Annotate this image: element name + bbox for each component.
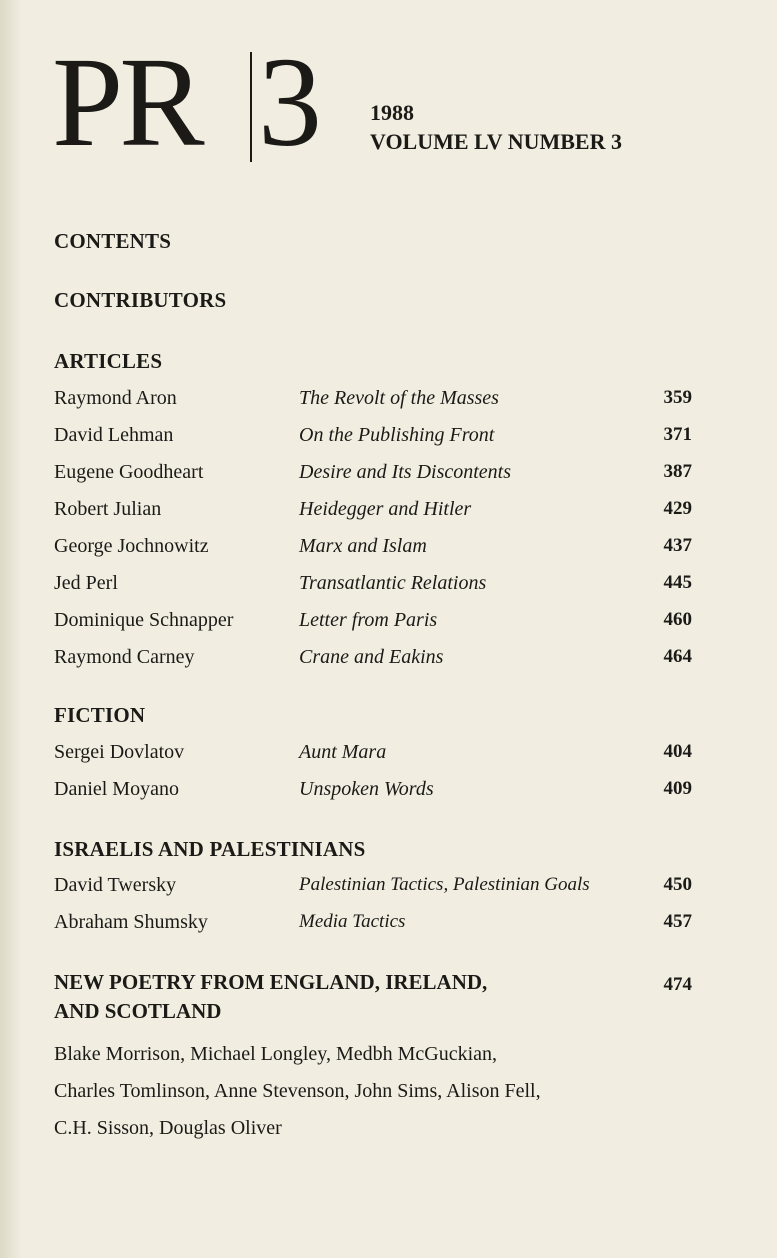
entry-author: Abraham Shumsky (54, 911, 208, 933)
poetry-heading-line: NEW POETRY FROM ENGLAND, IRELAND, (54, 970, 488, 994)
entry-title: Media Tactics (299, 911, 406, 932)
issue-info (370, 98, 622, 156)
list-item (54, 424, 692, 454)
contributors-heading: CONTRIBUTORS (54, 288, 227, 312)
page-binding-shadow (0, 0, 22, 1258)
entry-author: Daniel Moyano (54, 778, 179, 800)
entry-page: 460 (663, 609, 692, 630)
list-item (54, 535, 692, 565)
entry-page: 445 (663, 572, 692, 593)
list-item (54, 778, 692, 808)
fiction-heading: FICTION (54, 703, 146, 727)
entry-page: 437 (663, 535, 692, 556)
entry-title: Crane and Eakins (299, 646, 444, 668)
entry-page: 457 (663, 911, 692, 932)
contents-heading: CONTENTS (54, 229, 172, 253)
entry-page: 450 (663, 874, 692, 895)
entry-page: 387 (663, 461, 692, 482)
entry-author: Sergei Dovlatov (54, 741, 185, 763)
entry-author: David Twersky (54, 874, 177, 896)
entry-title: Aunt Mara (299, 741, 387, 763)
entry-title: Palestinian Tactics, Palestinian Goals (299, 874, 590, 895)
entry-author: David Lehman (54, 424, 174, 446)
entry-title: Desire and Its Discontents (299, 461, 512, 483)
entry-title: The Revolt of the Masses (299, 387, 499, 409)
entry-author: George Jochnowitz (54, 535, 209, 557)
list-item (54, 646, 692, 676)
issue-volume: VOLUME LV NUMBER 3 (370, 129, 622, 154)
list-item (54, 572, 692, 602)
list-item (54, 498, 692, 528)
poets-list (54, 1036, 654, 1147)
entry-author: Raymond Aron (54, 387, 177, 409)
poetry-heading (54, 968, 692, 1026)
masthead (52, 31, 732, 173)
entry-title: Unspoken Words (299, 778, 434, 800)
entry-page: 404 (663, 741, 692, 762)
list-item (54, 387, 692, 417)
poetry-heading-line: AND SCOTLAND (54, 999, 222, 1023)
entry-title: On the Publishing Front (299, 424, 495, 446)
list-item (54, 911, 692, 941)
articles-heading: ARTICLES (54, 349, 163, 373)
entry-page: 474 (663, 974, 692, 995)
entry-author: Eugene Goodheart (54, 461, 204, 483)
list-item (54, 741, 692, 771)
poets-line: Blake Morrison, Michael Longley, Medbh McGuckian, (54, 1043, 498, 1065)
entry-title: Heidegger and Hitler (299, 498, 472, 520)
poets-line: Charles Tomlinson, Anne Stevenson, John Sims, Alison Fell, (54, 1080, 541, 1102)
entry-title: Marx and Islam (299, 535, 427, 557)
logo-divider (250, 52, 252, 162)
entry-author: Robert Julian (54, 498, 162, 520)
issue-year: 1988 (370, 100, 414, 125)
entry-page: 464 (663, 646, 692, 667)
list-item (54, 461, 692, 491)
entry-title: Transatlantic Relations (299, 572, 487, 594)
entry-author: Jed Perl (54, 572, 118, 594)
entry-author: Raymond Carney (54, 646, 195, 668)
logo-letters: PR (52, 31, 201, 173)
list-item (54, 609, 692, 639)
logo-number: 3 (258, 31, 318, 173)
poets-line: C.H. Sisson, Douglas Oliver (54, 1117, 282, 1139)
israelis-heading: ISRAELIS AND PALESTINIANS (54, 837, 366, 861)
entry-author: Dominique Schnapper (54, 609, 234, 631)
entry-page: 371 (663, 424, 692, 445)
list-item (54, 874, 692, 904)
entry-title: Letter from Paris (299, 609, 438, 631)
entry-page: 359 (663, 387, 692, 408)
entry-page: 429 (663, 498, 692, 519)
entry-page: 409 (663, 778, 692, 799)
